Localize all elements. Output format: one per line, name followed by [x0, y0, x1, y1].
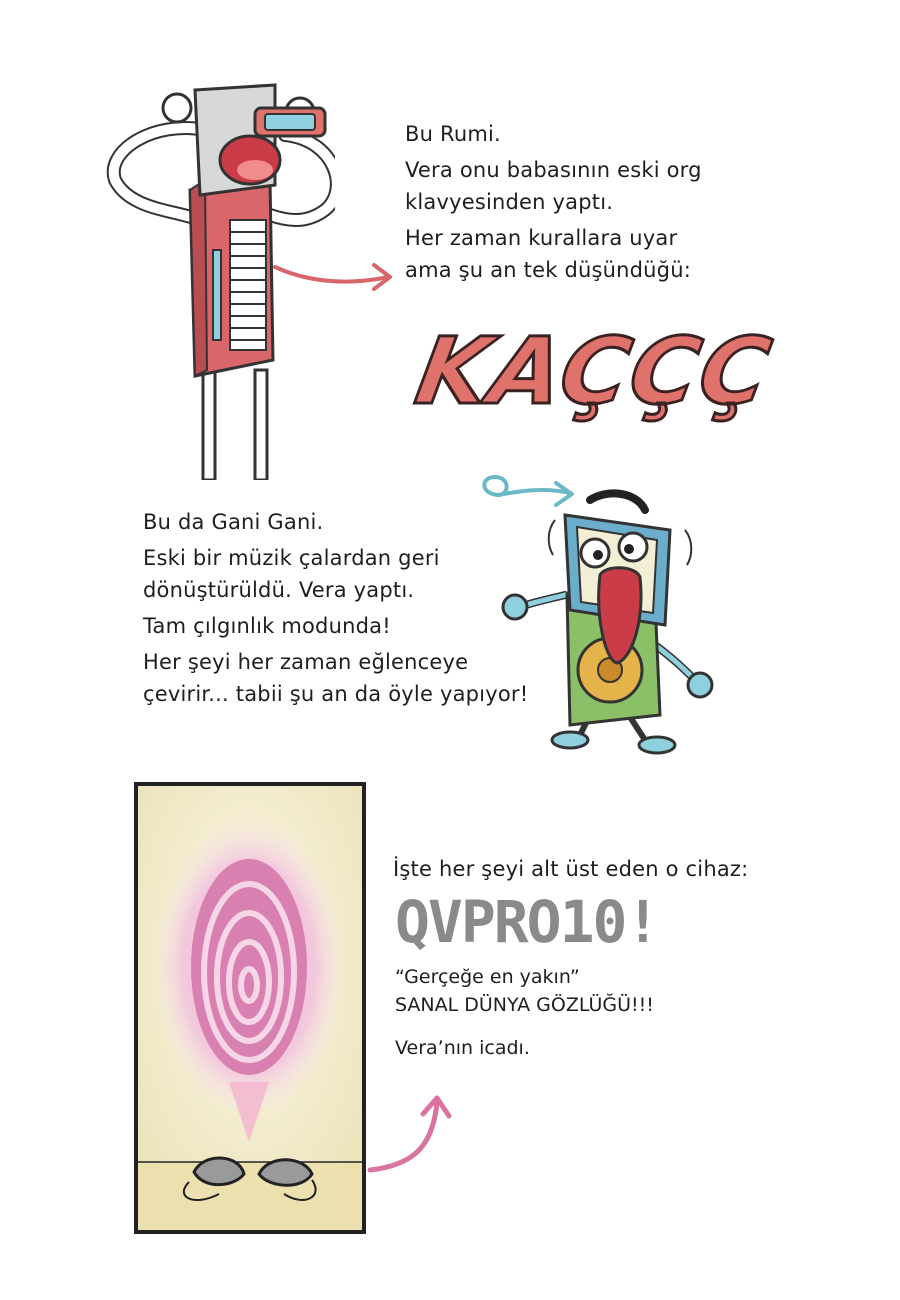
- rumi-line-1: Bu Rumi.: [405, 122, 501, 146]
- portal-panel-illustration: [134, 782, 366, 1234]
- gani-line-6: çevirir... tabii şu an da öyle yapıyor!: [143, 682, 529, 706]
- rumi-line-4: Her zaman kurallara uyar: [405, 226, 678, 250]
- gani-line-1: Bu da Gani Gani.: [143, 510, 324, 534]
- device-name-title: QVPRO10!: [395, 888, 659, 956]
- device-tagline: [395, 963, 654, 1019]
- arrow-to-rumi-icon: [270, 255, 400, 300]
- rumi-line-3: klavyesinden yaptı.: [405, 190, 614, 214]
- device-product-name: SANAL DÜNYA GÖZLÜĞÜ!!!: [395, 994, 654, 1016]
- rumi-shout-title: KAÇÇÇ: [408, 318, 780, 425]
- gani-description: [143, 506, 543, 714]
- device-quote: “Gerçeğe en yakın”: [395, 966, 580, 988]
- gani-line-4: Tam çılgınlık modunda!: [143, 614, 391, 638]
- device-credit: Vera’nın icadı.: [395, 1037, 530, 1059]
- gani-line-5: Her şeyi her zaman eğlenceye: [143, 650, 469, 674]
- rumi-line-2: Vera onu babasının eski org: [405, 158, 702, 182]
- arrow-to-portal-icon: [365, 1090, 465, 1180]
- gani-line-3: dönüştürüldü. Vera yaptı.: [143, 578, 415, 602]
- gani-line-2: Eski bir müzik çalardan geri: [143, 546, 440, 570]
- rumi-description: [405, 118, 725, 290]
- rumi-line-5: ama şu an tek düşündüğü:: [405, 258, 691, 282]
- device-intro: İşte her şeyi alt üst eden o cihaz:: [393, 857, 749, 881]
